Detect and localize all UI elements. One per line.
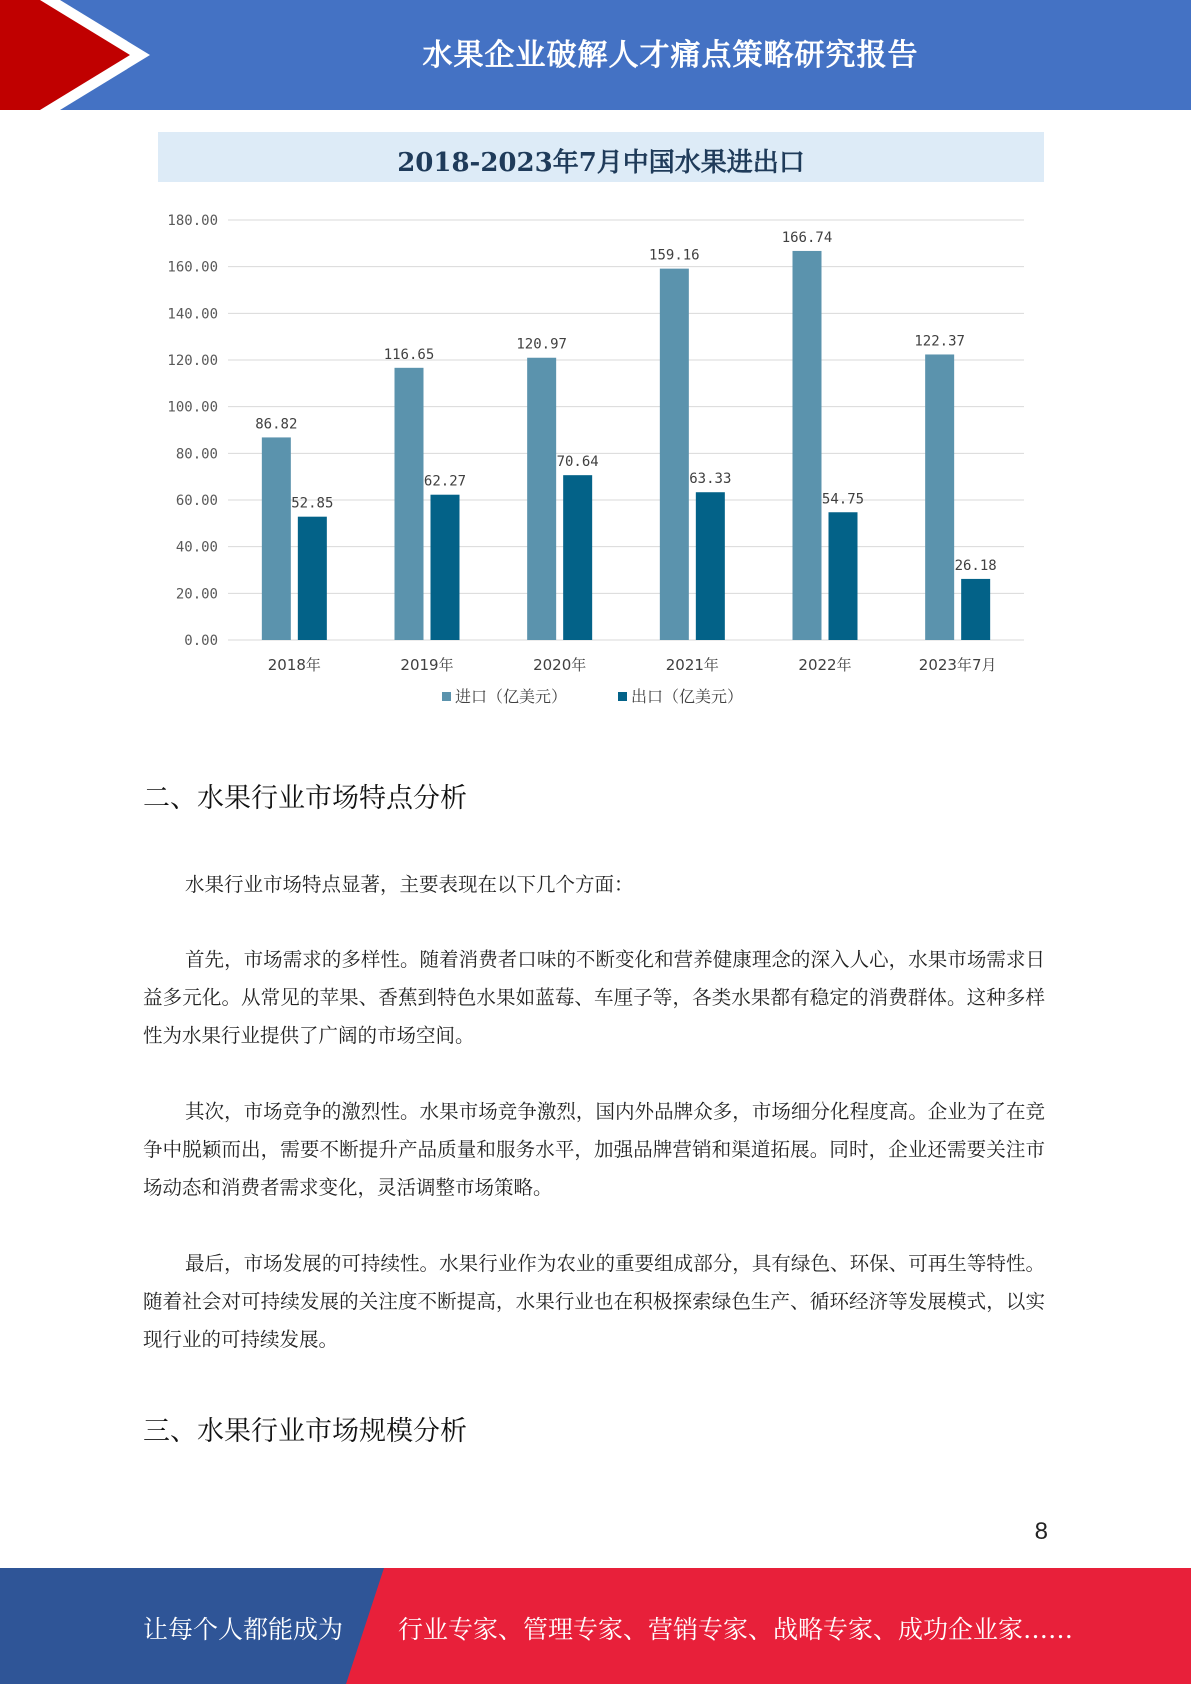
x-tick-label: 2021年 [665, 656, 719, 674]
export-data-label: 52.85 [291, 495, 334, 512]
y-tick-label: 180.00 [167, 213, 218, 229]
paragraph-diversity: 首先，市场需求的多样性。随着消费者口味的不断变化和营养健康理念的深入人心，水果市场需求日益多元化。从常见的苹果、香蕉到特色水果如蓝莓、车厘子等，各类水果都有稳定的消费群体。这种多样性为水果行业提供了广阔的市场空间。 [143, 948, 1045, 1047]
legend-label-import: 进口（亿美元） [455, 687, 568, 706]
page-footer [0, 1568, 1191, 1684]
y-tick-label: 100.00 [167, 399, 218, 416]
import-bar [527, 358, 556, 640]
x-tick-label: 2022年 [798, 656, 852, 674]
footer-slogan-left: 让每个人都能成为 [143, 1615, 344, 1644]
y-tick-label: 40.00 [175, 539, 218, 556]
export-bar [696, 492, 725, 640]
header-chevron-icon [0, 0, 160, 110]
export-bar [961, 579, 990, 640]
section-heading-market-size: 三、水果行业市场规模分析 [143, 1416, 467, 1447]
y-tick-label: 0.00 [184, 633, 218, 649]
legend-swatch-export [618, 692, 627, 701]
chart-title: 2018-2023年7月中国水果进出口 [397, 148, 805, 178]
paragraph-intro: 水果行业市场特点显著，主要表现在以下几个方面： [185, 873, 634, 896]
import-bar [793, 251, 822, 640]
import-bar [660, 269, 689, 640]
page-header [0, 0, 1191, 110]
chart-canvas [158, 132, 1044, 722]
export-bar [431, 495, 460, 640]
import-data-label: 122.37 [914, 333, 965, 350]
paragraph-sustainability: 最后，市场发展的可持续性。水果行业作为农业的重要组成部分，具有绿色、环保、可再生等特性。随着社会对可持续发展的关注度不断提高，水果行业也在积极探索绿色生产、循环经济等发展模式，以实现行业的可持续发展。 [143, 1252, 1045, 1351]
paragraph-competition: 其次，市场竞争的激烈性。水果市场竞争激烈，国内外品牌众多，市场细分化程度高。企业为了在竞争中脱颖而出，需要不断提升产品质量和服务水平，加强品牌营销和渠道拓展。同时，企业还需要关注市场动态和消费者需求变化，灵活调整市场策略。 [143, 1100, 1045, 1199]
legend-swatch-import [442, 692, 451, 701]
y-tick-label: 20.00 [175, 586, 218, 603]
import-data-label: 86.82 [255, 416, 298, 433]
x-tick-label: 2020年 [533, 656, 587, 674]
footer-slogan-right: 行业专家、管理专家、营销专家、战略专家、成功企业家…… [398, 1615, 1074, 1644]
x-tick-label: 2019年 [400, 656, 454, 674]
import-bar [925, 354, 954, 640]
page-number: 8 [1034, 1518, 1048, 1545]
y-tick-label: 140.00 [167, 306, 218, 323]
export-data-label: 63.33 [689, 471, 732, 488]
x-tick-label: 2018年 [267, 656, 321, 674]
import-data-label: 120.97 [516, 336, 567, 353]
y-tick-label: 80.00 [175, 446, 218, 463]
y-tick-label: 120.00 [167, 353, 218, 369]
y-tick-label: 60.00 [175, 493, 218, 509]
import-bar [395, 368, 424, 640]
import-export-chart [158, 132, 1044, 722]
export-bar [563, 475, 592, 640]
import-bar [262, 437, 291, 640]
export-data-label: 54.75 [821, 491, 865, 508]
import-data-label: 166.74 [781, 229, 833, 246]
export-data-label: 70.64 [556, 454, 599, 471]
import-data-label: 159.16 [649, 247, 700, 264]
export-data-label: 62.27 [423, 473, 467, 490]
export-data-label: 26.18 [954, 557, 997, 574]
import-data-label: 116.65 [383, 346, 435, 363]
export-bar [829, 512, 858, 640]
header-title: 水果企业破解人才痛点策略研究报告 [422, 38, 919, 73]
x-tick-label: 2023年7月 [918, 656, 997, 674]
y-tick-label: 160.00 [167, 259, 218, 276]
export-bar [298, 517, 327, 640]
legend-label-export: 出口（亿美元） [631, 687, 744, 706]
section-heading-market-features: 二、水果行业市场特点分析 [143, 783, 467, 814]
